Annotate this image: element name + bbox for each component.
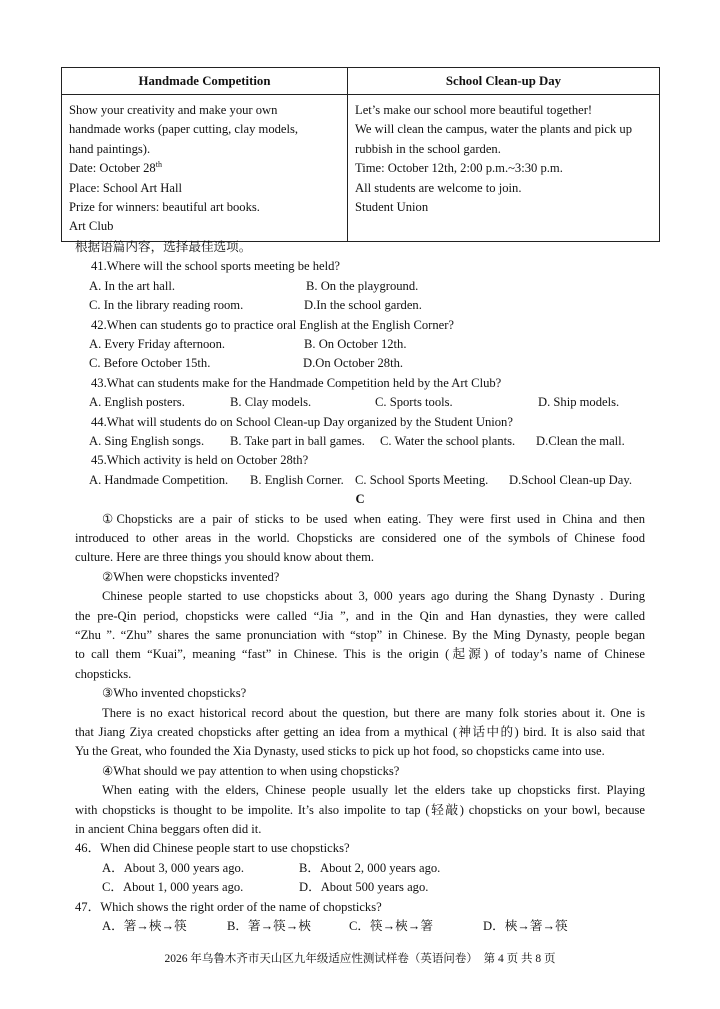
question-42: 42.When can students go to practice oral English at the English Corner? bbox=[91, 317, 455, 332]
paragraph-when-invented bbox=[75, 587, 645, 684]
option: D. Ship models. bbox=[538, 395, 620, 410]
notice-line: Show your creativity and make your own bbox=[69, 103, 278, 117]
option: C. Sports tools. bbox=[375, 395, 453, 410]
option: D.School Clean-up Day. bbox=[509, 472, 632, 487]
option: C. School Sports Meeting. bbox=[355, 472, 489, 487]
question-41: 41.Where will the school sports meeting be held? bbox=[91, 259, 341, 274]
option: A. Handmade Competition. bbox=[89, 472, 229, 487]
notice-line: Time: October 12th, 2:00 p.m.~3:30 p.m. bbox=[355, 161, 563, 176]
handmade-competition-notice bbox=[62, 95, 348, 242]
question-44: 44.What will students do on School Clean-up Day organized by the Student Union? bbox=[91, 414, 513, 429]
heading-attention: ④What should we pay attention to when using chopsticks? bbox=[102, 763, 400, 778]
option: D.On October 28th. bbox=[303, 356, 404, 371]
paragraph-attention bbox=[75, 781, 645, 839]
option: C. In the library reading room. bbox=[89, 298, 244, 313]
date-superscript: th bbox=[155, 160, 162, 170]
option: B．箸→筷→梜 bbox=[227, 919, 311, 933]
option: C．筷→梜→箸 bbox=[349, 919, 433, 933]
paragraph-intro bbox=[75, 510, 645, 568]
notice-line: rubbish in the school garden. bbox=[355, 141, 501, 156]
passage-line: with chopsticks is thought to be impolite. It’s also impolite to tap (轻敲) chopsticks on your bowl, because bbox=[75, 802, 645, 817]
question-43: 43.What can students make for the Handmade Competition held by the Art Club? bbox=[91, 375, 502, 390]
question-47: 47．Which shows the right order of the name of chopsticks? bbox=[75, 899, 382, 914]
passage-line: ①Chopsticks are a pair of sticks to be used when eating. They were first used in China and then bbox=[102, 511, 645, 526]
passage-line: There is no exact historical record about the question, but there are many folk stories about it. One is bbox=[102, 705, 645, 720]
option: D．About 500 years ago. bbox=[299, 880, 429, 895]
notice-table bbox=[61, 67, 660, 242]
passage-line: to call them “Kuai”, meaning “fast” in Chinese. This is the origin (起源) of today’s name of Chinese bbox=[75, 647, 645, 662]
notice-line: handmade works (paper cutting, clay models, bbox=[69, 122, 299, 137]
passage-line: the pre-Qin period, chopsticks were called “Jia ”, and in the Qin and Han dynasties, they were called bbox=[75, 608, 645, 623]
option: C．About 1, 000 years ago. bbox=[102, 880, 244, 895]
option: A．About 3, 000 years ago. bbox=[102, 860, 245, 875]
option: D．梜→箸→筷 bbox=[483, 919, 568, 933]
notice-line: Prize for winners: beautiful art books. bbox=[69, 200, 260, 215]
notice-line: We will clean the campus, water the plants and pick up bbox=[355, 122, 633, 137]
option: B. On October 12th. bbox=[304, 337, 407, 351]
passage-line: that Jiang Ziya created chopsticks after getting an idea from a mythical (神话中的) bird. It is also said that bbox=[75, 725, 645, 739]
option: D.In the school garden. bbox=[304, 298, 422, 313]
clean-up-day-header: School Clean-up Day bbox=[348, 68, 660, 95]
notice-line: Student Union bbox=[355, 200, 429, 215]
notice-date: Date: October 28 bbox=[69, 161, 156, 176]
option: A. In the art hall. bbox=[89, 278, 176, 293]
paragraph-who-invented bbox=[75, 704, 645, 762]
option: B．About 2, 000 years ago. bbox=[299, 860, 441, 875]
notice-line: hand paintings). bbox=[69, 141, 151, 156]
passage-line: “Zhu ”. “Zhu” shares the same pronunciation with “stop” in Chinese. By the Ming Dynasty, people began bbox=[75, 628, 645, 642]
passage-line: in ancient China beggars often did it. bbox=[75, 822, 262, 836]
question-46: 46．When did Chinese people start to use chopsticks? bbox=[75, 841, 350, 856]
passage-line: Chinese people started to use chopsticks about 3, 000 years ago during the Shang Dynasty . During bbox=[102, 589, 645, 604]
option: C. Before October 15th. bbox=[89, 356, 211, 371]
option: A. Every Friday afternoon. bbox=[89, 337, 226, 351]
notice-line: Art Club bbox=[69, 219, 114, 234]
handmade-competition-header: Handmade Competition bbox=[62, 68, 348, 95]
option: B. On the playground. bbox=[306, 278, 419, 293]
option: A. English posters. bbox=[89, 395, 185, 410]
notice-line: Place: School Art Hall bbox=[69, 180, 182, 195]
passage-line: introduced to other areas in the world. Chopsticks are considered one of the symbols of Chinese food bbox=[75, 531, 645, 545]
question-45: 45.Which activity is held on October 28th? bbox=[91, 453, 309, 468]
option: A. Sing English songs. bbox=[89, 434, 205, 448]
passage-line: chopsticks. bbox=[75, 666, 132, 681]
clean-up-day-notice bbox=[348, 95, 660, 242]
passage-line: culture. Here are three things you should know about them. bbox=[75, 550, 375, 565]
option: B. Clay models. bbox=[230, 395, 312, 410]
notice-line: All students are welcome to join. bbox=[355, 180, 522, 195]
option: C. Water the school plants. bbox=[380, 434, 516, 448]
passage-line: When eating with the elders, Chinese people usually let the elders take up chopsticks first. Playing bbox=[102, 783, 645, 798]
instruction: 根据语篇内容，选择最佳选项。 bbox=[75, 240, 252, 254]
notice-date-line bbox=[69, 159, 341, 178]
option: D.Clean the mall. bbox=[536, 434, 625, 448]
passage-line: Yu the Great, who founded the Xia Dynasty, used sticks to pick up hot food, so chopsticks came into use. bbox=[75, 744, 605, 759]
option: B. English Corner. bbox=[250, 472, 344, 487]
heading-when-invented: ②When were chopsticks invented? bbox=[102, 569, 280, 584]
section-c-label: C bbox=[355, 492, 365, 507]
option: A．箸→梜→筷 bbox=[102, 919, 187, 933]
option: B. Take part in ball games. bbox=[230, 434, 365, 448]
page-footer: 2026 年乌鲁木齐市天山区九年级适应性测试样卷（英语问卷） 第 4 页 共 8 页 bbox=[164, 953, 556, 965]
heading-who-invented: ③Who invented chopsticks? bbox=[102, 686, 247, 701]
notice-line: Let’s make our school more beautiful together! bbox=[355, 103, 593, 117]
